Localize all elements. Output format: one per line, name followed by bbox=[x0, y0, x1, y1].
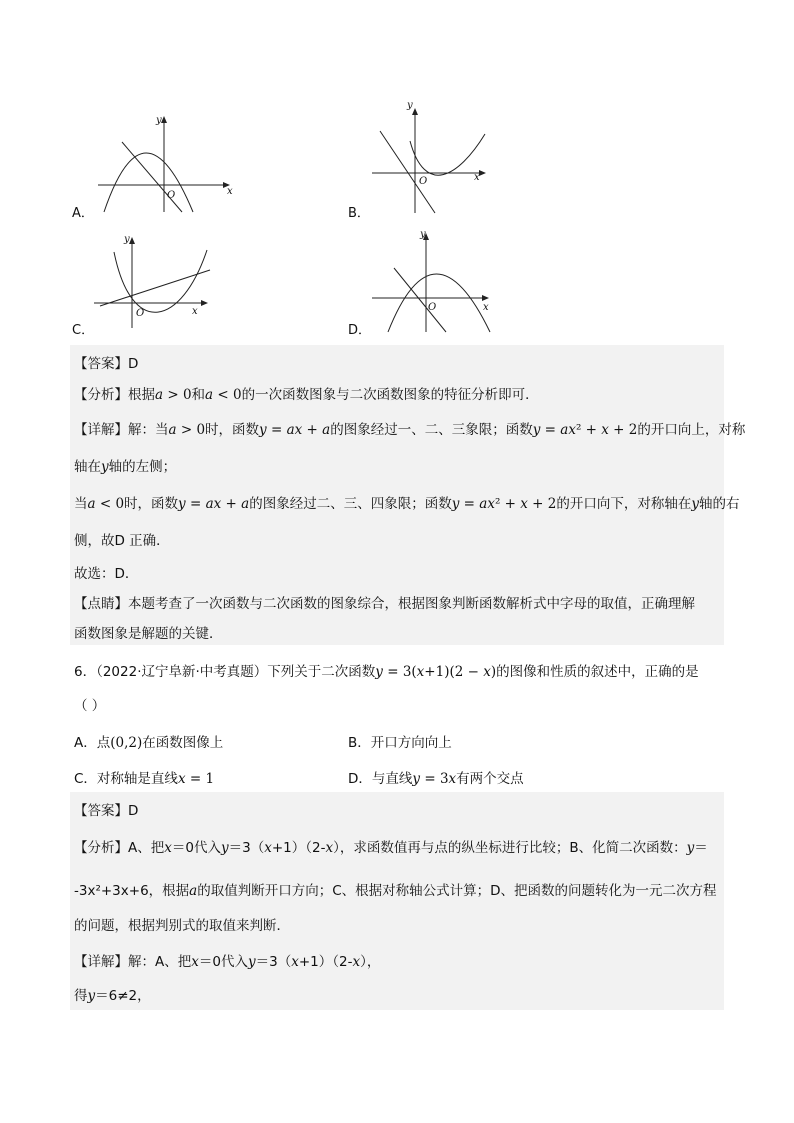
svg-text:x: x bbox=[192, 306, 198, 317]
q5-comment-line-1: 【点睛】本题考查了一次函数与二次函数的图象综合，根据图象判断函数解析式中字母的取值，正确理解 bbox=[74, 596, 695, 612]
q6-option-b: B．开口方向向上 bbox=[348, 735, 452, 751]
graph-d bbox=[370, 226, 500, 334]
q5-analysis: 【分析】根据a > 0和a < 0的一次函数图象与二次函数图象的特征分析即可． bbox=[74, 387, 539, 403]
q6-stem-line-2: （ ） bbox=[74, 698, 106, 714]
q5-detail-line-2: 轴在y轴的左侧； bbox=[74, 459, 177, 475]
option-c-label: C． bbox=[72, 323, 95, 338]
svg-text:x: x bbox=[227, 186, 233, 197]
svg-text:O: O bbox=[419, 176, 428, 187]
q5-answer: 【答案】D bbox=[74, 356, 139, 372]
q5-detail-line-4: 侧，故D 正确． bbox=[74, 533, 170, 549]
q5-comment-line-2: 函数图象是解题的关键． bbox=[74, 626, 223, 642]
q6-option-c: C．对称轴是直线x = 1 bbox=[74, 771, 215, 787]
svg-text:x: x bbox=[483, 302, 489, 313]
q6-analysis-line-2: -3x²+3x+6，根据a的取值判断开口方向；C、根据对称轴公式计算；D、把函数的问题转化为一元二次方程 bbox=[74, 883, 717, 899]
q6-detail-line-1: 【详解】解：A、把x＝0代入y＝3（x+1）（2-x）， bbox=[74, 954, 381, 970]
svg-text:O: O bbox=[428, 302, 437, 313]
option-b-label: B． bbox=[348, 206, 370, 221]
q6-solution-block bbox=[70, 792, 724, 1010]
q6-analysis-line-1: 【分析】A、把x＝0代入y＝3（x+1）（2-x），求函数值再与点的纵坐标进行比较；B、化简二次函数：y＝ bbox=[74, 840, 708, 856]
svg-text:y: y bbox=[124, 234, 130, 245]
option-d-label: D． bbox=[348, 323, 372, 338]
q6-answer: 【答案】D bbox=[74, 803, 139, 819]
graph-c bbox=[92, 230, 222, 330]
svg-text:O: O bbox=[167, 190, 176, 201]
q6-analysis-line-3: 的问题，根据判别式的取值来判断． bbox=[74, 918, 290, 934]
q5-detail-line-1: 【详解】解：当a > 0时，函数y = ax + a的图象经过一、二、三象限；函数y = ax² + x + 2的开口向上，对称 bbox=[74, 422, 746, 438]
q5-detail-line-3: 当a < 0时，函数y = ax + a的图象经过二、三、四象限；函数y = ax² + x + 2的开口向下，对称轴在y轴的右 bbox=[74, 496, 740, 512]
graph-a bbox=[96, 112, 236, 217]
svg-text:y: y bbox=[407, 100, 413, 111]
svg-text:O: O bbox=[136, 308, 145, 319]
svg-text:x: x bbox=[474, 172, 480, 183]
svg-text:y: y bbox=[420, 229, 426, 240]
q6-stem-line-1: 6．（2022·辽宁阜新·中考真题）下列关于二次函数y = 3(x+1)(2 − x)的图像和性质的叙述中，正确的是 bbox=[74, 664, 699, 680]
q6-option-a: A．点(0,2)在函数图像上 bbox=[74, 735, 224, 751]
option-a-label: A． bbox=[72, 206, 94, 221]
svg-text:y: y bbox=[156, 115, 162, 126]
q6-option-d: D．与直线y = 3x有两个交点 bbox=[348, 771, 524, 787]
graph-b bbox=[370, 96, 500, 216]
q5-final-choice: 故选：D． bbox=[74, 566, 139, 582]
q6-detail-line-2: 得y＝6≠2， bbox=[74, 988, 151, 1004]
